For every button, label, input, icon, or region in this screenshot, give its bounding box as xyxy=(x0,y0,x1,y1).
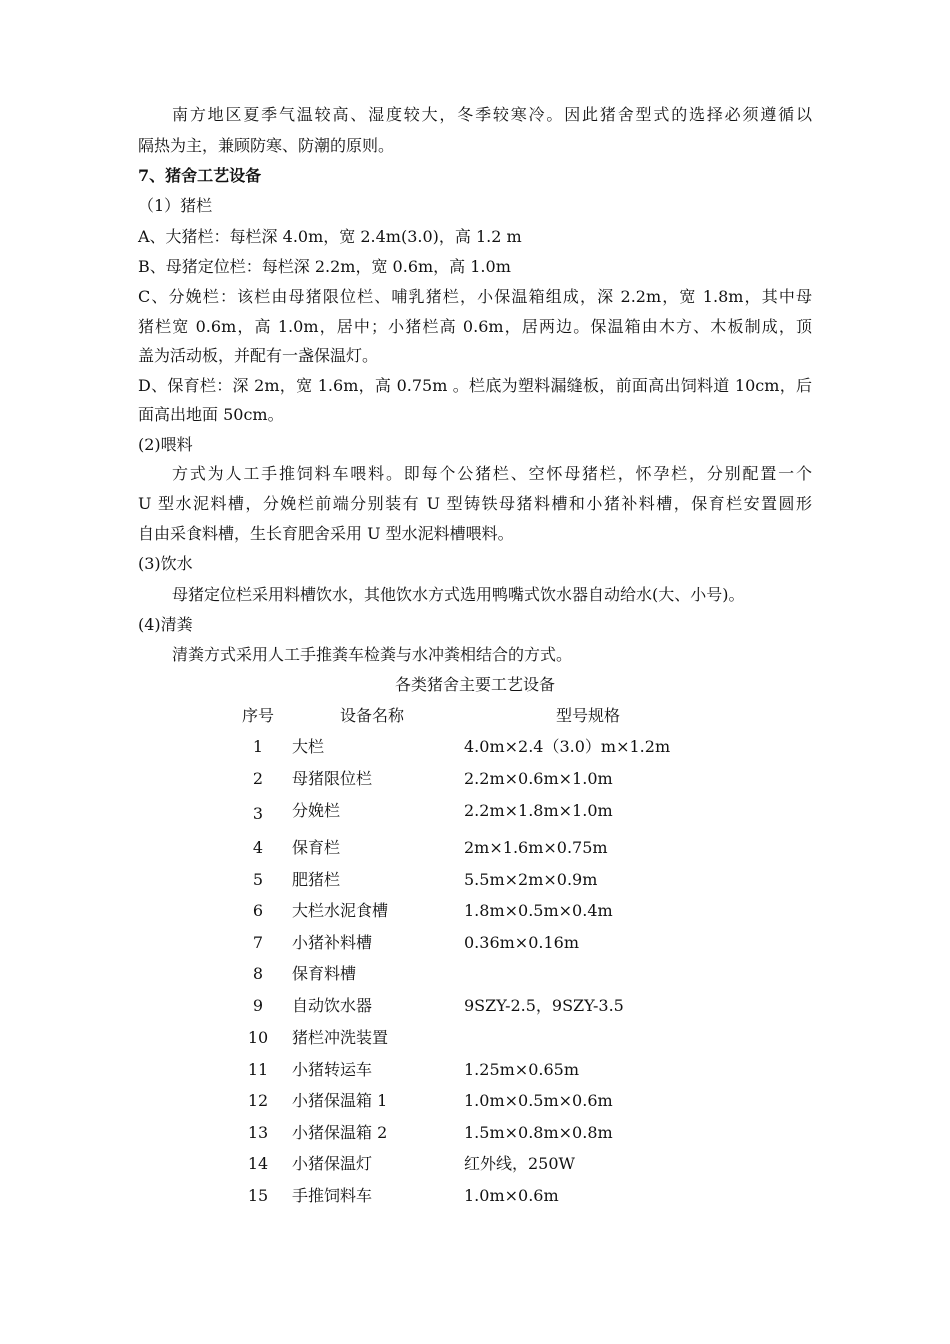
table-cell-no: 6 xyxy=(252,901,264,920)
paragraph-line: 盖为活动板，并配有一盏保温灯。 xyxy=(138,346,379,365)
table-cell-no: 5 xyxy=(252,870,264,889)
table-cell-spec: 1.0m×0.5m×0.6m xyxy=(464,1091,613,1110)
section-heading: 7、猪舍工艺设备 xyxy=(138,166,262,185)
table-cell-no: 3 xyxy=(252,804,264,823)
subsection-heading: (4)清粪 xyxy=(138,615,193,634)
table-cell-name: 小猪补料槽 xyxy=(292,933,373,952)
table-cell-name: 猪栏冲洗装置 xyxy=(292,1028,389,1047)
table-cell-spec: 5.5m×2m×0.9m xyxy=(464,870,598,889)
table-cell-no: 7 xyxy=(252,933,264,952)
table-cell-spec: 9SZY-2.5，9SZY-3.5 xyxy=(464,996,624,1015)
paragraph-line: A、大猪栏：每栏深 4.0m，宽 2.4m(3.0)，高 1.2 m xyxy=(138,227,522,246)
table-cell-spec: 4.0m×2.4（3.0）m×1.2m xyxy=(464,737,671,756)
table-cell-spec: 1.8m×0.5m×0.4m xyxy=(464,901,613,920)
table-cell-name: 分娩栏 xyxy=(292,801,341,820)
table-cell-name: 保育栏 xyxy=(292,838,341,857)
table-cell-spec: 2.2m×1.8m×1.0m xyxy=(464,801,613,820)
table-cell-spec: 1.25m×0.65m xyxy=(464,1060,579,1079)
subsection-heading: (3)饮水 xyxy=(138,554,193,573)
subsection-heading: (2)喂料 xyxy=(138,435,193,454)
paragraph-line: 方式为人工手推饲料车喂料。即每个公猪栏、空怀母猪栏，怀孕栏，分别配置一个 xyxy=(172,464,812,483)
column-header-name: 设备名称 xyxy=(340,706,405,725)
paragraph-line: 隔热为主，兼顾防寒、防潮的原则。 xyxy=(138,136,395,155)
table-cell-spec: 2.2m×0.6m×1.0m xyxy=(464,769,613,788)
table-cell-no: 13 xyxy=(247,1123,269,1142)
table-cell-name: 母猪限位栏 xyxy=(292,769,373,788)
table-cell-name: 小猪保温箱 2 xyxy=(292,1123,388,1142)
table-cell-name: 手推饲料车 xyxy=(292,1186,373,1205)
table-cell-no: 2 xyxy=(252,769,264,788)
paragraph-line: D、保育栏：深 2m，宽 1.6m，高 0.75m 。栏底为塑料漏缝板，前面高出饲料道 10cm，后 xyxy=(138,376,812,395)
table-cell-name: 自动饮水器 xyxy=(292,996,373,1015)
table-cell-name: 保育料槽 xyxy=(292,964,357,983)
table-cell-no: 15 xyxy=(247,1186,269,1205)
table-cell-name: 小猪转运车 xyxy=(292,1060,373,1079)
column-header-spec: 型号规格 xyxy=(556,706,621,725)
table-cell-spec: 1.5m×0.8m×0.8m xyxy=(464,1123,613,1142)
subsection-heading: （1）猪栏 xyxy=(138,196,213,215)
table-cell-no: 9 xyxy=(252,996,264,1015)
table-cell-name: 肥猪栏 xyxy=(292,870,341,889)
column-header-no: 序号 xyxy=(241,706,274,725)
table-cell-spec: 0.36m×0.16m xyxy=(464,933,579,952)
table-cell-name: 小猪保温灯 xyxy=(292,1154,373,1173)
table-cell-name: 大栏水泥食槽 xyxy=(292,901,389,920)
table-cell-spec: 2m×1.6m×0.75m xyxy=(464,838,608,857)
paragraph-line: 猪栏宽 0.6m，高 1.0m，居中；小猪栏高 0.6m，居两边。保温箱由木方、木板制成，顶 xyxy=(138,317,812,336)
table-cell-no: 12 xyxy=(247,1091,269,1110)
table-cell-name: 大栏 xyxy=(292,737,325,756)
paragraph-line: 清粪方式采用人工手推粪车检粪与水冲粪相结合的方式。 xyxy=(172,645,573,664)
table-cell-no: 11 xyxy=(247,1060,269,1079)
paragraph-line: U 型水泥料槽，分娩栏前端分别装有 U 型铸铁母猪料槽和小猪补料槽，保育栏安置圆形 xyxy=(138,494,812,513)
paragraph-line: 面高出地面 50cm。 xyxy=(138,405,284,424)
paragraph-line: C、分娩栏：该栏由母猪限位栏、哺乳猪栏，小保温箱组成，深 2.2m，宽 1.8m，其中母 xyxy=(138,287,812,306)
table-caption: 各类猪舍主要工艺设备 xyxy=(394,675,555,694)
paragraph-line: 南方地区夏季气温较高、湿度较大，冬季较寒冷。因此猪舍型式的选择必须遵循以 xyxy=(172,105,812,124)
table-cell-name: 小猪保温箱 1 xyxy=(292,1091,388,1110)
table-cell-no: 14 xyxy=(247,1154,269,1173)
table-cell-spec: 1.0m×0.6m xyxy=(464,1186,559,1205)
table-cell-spec: 红外线，250W xyxy=(464,1154,575,1173)
table-cell-no: 4 xyxy=(252,838,264,857)
paragraph-line: B、母猪定位栏：每栏深 2.2m，宽 0.6m，高 1.0m xyxy=(138,257,511,276)
table-cell-no: 10 xyxy=(247,1028,269,1047)
table-cell-no: 1 xyxy=(252,737,264,756)
table-cell-no: 8 xyxy=(252,964,264,983)
paragraph-line: 自由采食料槽，生长育肥舍采用 U 型水泥料槽喂料。 xyxy=(138,524,514,543)
paragraph-line: 母猪定位栏采用料槽饮水，其他饮水方式选用鸭嘴式饮水器自动给水(大、小号)。 xyxy=(172,585,745,604)
